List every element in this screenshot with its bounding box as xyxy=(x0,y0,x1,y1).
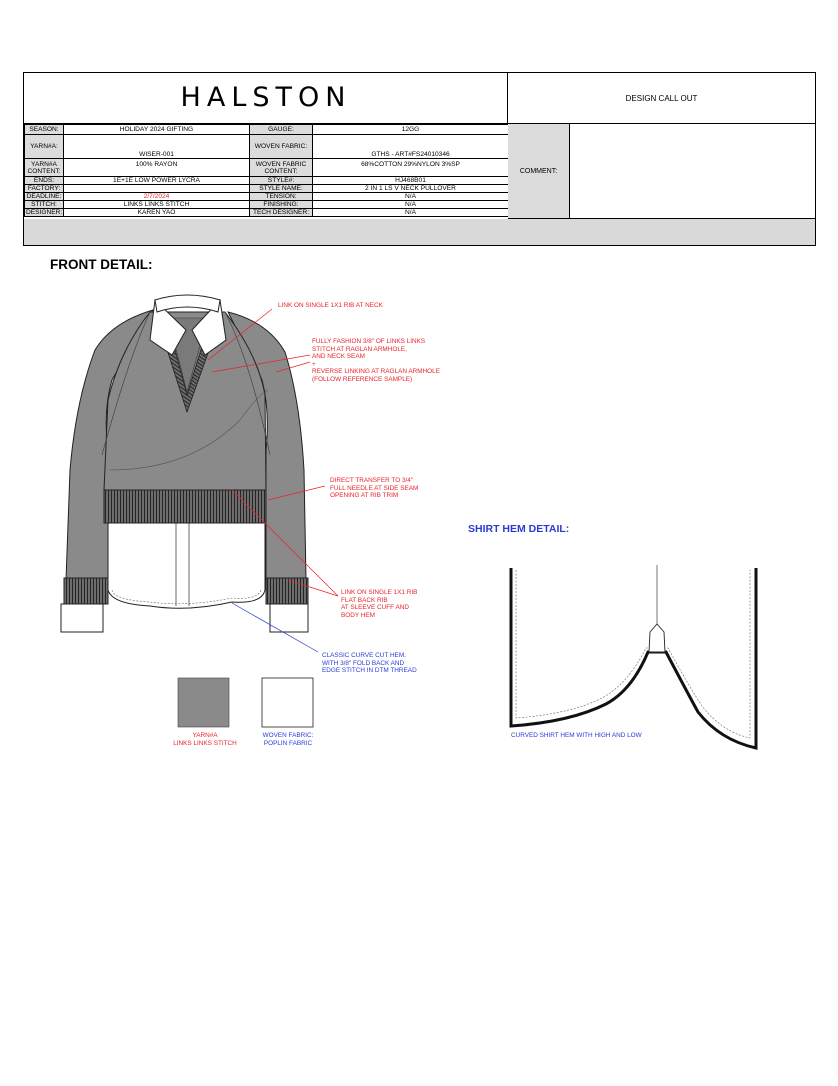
style-name-value: 2 IN 1 LS V NECK PULLOVER xyxy=(313,185,509,193)
style-no-value: HJ468B01 xyxy=(313,177,509,185)
deadline-value: 2/7/2024 xyxy=(64,193,250,201)
deadline-label: DEADLINE: xyxy=(25,193,64,201)
yarn-swatch xyxy=(178,678,229,727)
yarn-content-value: 100% RAYON xyxy=(64,159,250,177)
note-transfer-line: FULL NEEDLE AT SIDE SEAM xyxy=(330,484,419,492)
note-cuff-line: LINK ON SINGLE 1X1 RIB xyxy=(341,589,418,596)
finishing-value: N/A xyxy=(313,201,509,209)
finishing-label: FINISHING: xyxy=(250,201,313,209)
left-shirt-cuff xyxy=(61,604,103,632)
note-fashion xyxy=(312,338,440,384)
hem-inner-stitch xyxy=(516,570,750,738)
woven-swatch xyxy=(262,678,313,727)
front-detail-title: FRONT DETAIL: xyxy=(50,257,153,272)
style-no-label: STYLE#: xyxy=(250,177,313,185)
tension-label: TENSION: xyxy=(250,193,313,201)
stitch-value: LINKS LINKS STITCH xyxy=(64,201,250,209)
gauge-label: GAUGE: xyxy=(250,125,313,135)
style-name-label: STYLE NAME: xyxy=(250,185,313,193)
season-value: HOLIDAY 2024 GIFTING xyxy=(64,125,250,135)
designer-label: DESIGNER: xyxy=(26,209,63,216)
left-cuff-rib xyxy=(64,578,108,604)
design-call-out: DESIGN CALL OUT xyxy=(508,73,815,124)
season-label: SEASON: xyxy=(25,125,64,135)
note-hem-line: EDGE STITCH IN DTM THREAD xyxy=(322,667,417,675)
brand-logo: HALSTON xyxy=(180,82,352,113)
note-transfer-line: OPENING AT RIB TRIM xyxy=(330,492,399,500)
right-cuff-rib xyxy=(266,578,308,604)
gauge-value: 12GG xyxy=(313,125,509,135)
note-neck: LINK ON SINGLE 1X1 RIB AT NECK xyxy=(278,302,383,309)
hem-caption: CURVED SHIRT HEM WITH HIGH AND LOW xyxy=(511,732,642,739)
note-fashion-line: REVERSE LINKING AT RAGLAN ARMHOLE xyxy=(312,368,440,376)
hem-placket xyxy=(649,624,665,652)
yarn-content-label-line1: YARN#A xyxy=(31,160,57,168)
designer-value: KAREN YAO xyxy=(64,209,250,217)
ends-label: ENDS: xyxy=(25,177,64,185)
note-fashion-line: STITCH AT RAGLAN ARMHOLE, xyxy=(312,345,407,353)
swatch-yarn-line: LINKS LINKS STITCH xyxy=(173,739,237,747)
note-fashion-line: (FOLLOW REFERENCE SAMPLE) xyxy=(312,375,413,383)
shirt-hem-title: SHIRT HEM DETAIL: xyxy=(468,523,570,535)
note-hem-line: WITH 3/8" FOLD BACK AND xyxy=(322,659,405,667)
note-cuff xyxy=(341,589,417,619)
note-fashion-line: + xyxy=(312,360,316,368)
tension-value: N/A xyxy=(313,193,509,201)
tech-designer-label: TECH DESIGNER: xyxy=(250,209,313,217)
factory-label: FACTORY: xyxy=(25,185,64,193)
swatch-woven-caption xyxy=(252,732,324,747)
swatch-yarn-caption xyxy=(168,732,242,747)
collar-band xyxy=(155,295,220,312)
note-fashion-line: FULLY FASHION 3/8" OF LINKS LINKS xyxy=(312,338,426,345)
note-cuff-line: FLAT BACK RIB xyxy=(341,596,388,604)
stitch-label: STITCH: xyxy=(25,201,64,209)
body-rib-hem xyxy=(104,490,266,523)
shirt-tail xyxy=(108,520,265,608)
note-transfer xyxy=(330,477,418,500)
swatch-yarn-line: YARN#A xyxy=(192,732,218,739)
woven-value: GTHS - ART#FS24010346 xyxy=(313,135,509,159)
woven-content-label-line1: WOVEN FABRIC xyxy=(255,160,307,168)
woven-content-value: 68%COTTON 29%NYLON 3%SP xyxy=(313,159,509,177)
note-cuff-line: BODY HEM xyxy=(341,611,375,619)
note-hem xyxy=(322,652,417,675)
woven-label: WOVEN FABRIC: xyxy=(250,135,313,159)
swatch-woven-line: WOVEN FABRIC: xyxy=(262,732,314,739)
hem-outline xyxy=(511,568,756,748)
note-fashion-line: AND NECK SEAM xyxy=(312,353,365,361)
note-hem-line: CLASSIC CURVE CUT HEM, xyxy=(322,652,406,659)
yarn-content-label-line2: CONTENT: xyxy=(27,167,61,175)
woven-content-label-line2: CONTENT: xyxy=(264,167,298,175)
ends-value: 1E+1E LOW POWER LYCRA xyxy=(64,177,250,185)
yarn-label: YARN#A: xyxy=(25,135,64,159)
note-cuff-line: AT SLEEVE CUFF AND xyxy=(341,604,409,612)
tech-designer-value: N/A xyxy=(313,209,509,217)
comment-label: COMMENT: xyxy=(508,124,570,219)
yarn-value: WISER-001 xyxy=(64,135,250,159)
note-transfer-line: DIRECT TRANSFER TO 3/4" xyxy=(330,477,414,484)
swatch-woven-line: POPLIN FABRIC xyxy=(263,739,313,747)
